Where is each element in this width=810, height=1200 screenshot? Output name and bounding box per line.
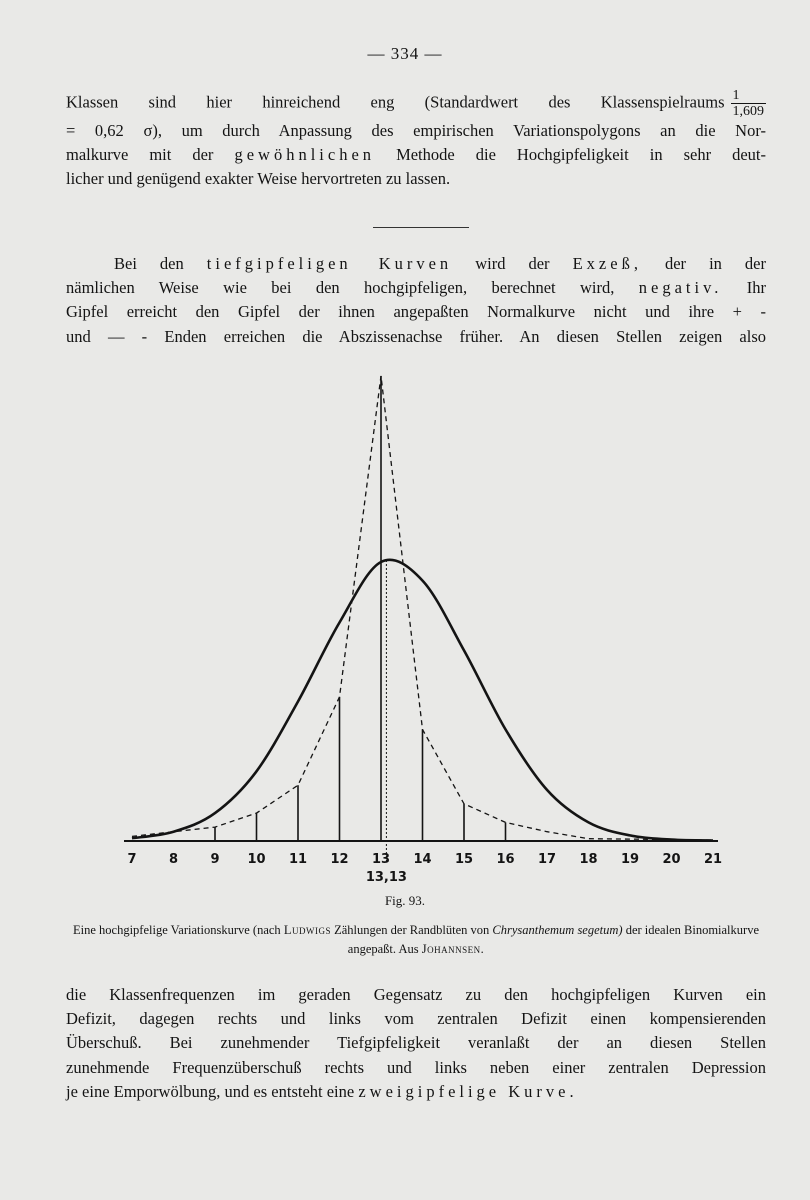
mean-value-label: 13,13 xyxy=(365,870,407,885)
para1-line-4: licher und genügend exakter Weise hervortreten zu lassen. xyxy=(66,169,451,189)
page-number: — 334 — xyxy=(367,44,443,63)
para3-line-1: die Klassenfrequenzen im geraden Gegensatz zu den hochgipfeligen Kurven ein xyxy=(66,985,766,1004)
para1-line-3: malkurve mit der gewöhnlichen Methode die Hochgipfeligkeit in sehr deut- xyxy=(66,145,767,165)
caption-source: Johannsen. xyxy=(421,942,485,956)
spaced-word-tiefgipfeligen: tiefgipfeligen Kurven xyxy=(206,254,453,273)
tick-label-10: 10 xyxy=(247,852,266,867)
spaced-word-negativ: negativ. xyxy=(638,278,723,298)
para3-line-5: je eine Emporwölbung, und es entsteht eine zweigipfelige Kurve. xyxy=(66,1081,578,1101)
tick-label-8: 8 xyxy=(168,852,179,867)
paragraph-1 xyxy=(66,88,766,192)
para3-line-2: Defizit, dagegen rechts und links vom zentralen Defizit einen kompensierenden xyxy=(66,1009,766,1029)
para2-line-2: nämlichen Weise wie bei den hochgipfeligen, berechnet wird, negativ. Ihr xyxy=(66,278,767,298)
caption-species: Chrysanthemum segetum) xyxy=(492,923,623,937)
x-tick-labels xyxy=(127,852,722,867)
tick-label-14: 14 xyxy=(413,852,432,867)
para3-line-4: zunehmende Frequenzüberschuß rechts und links neben einer zentralen Depression xyxy=(66,1057,766,1077)
variation-curve-figure xyxy=(0,360,810,890)
section-divider xyxy=(373,227,469,228)
para1-line-1: Klassen sind hier hinreichend eng (Standardwert des Klassenspielraums $\frac{1}{1,609}$ xyxy=(66,88,764,119)
para2-line-4: und — - Enden erreichen die Abszissenachse früher. An diesen Stellen zeigen also xyxy=(66,326,766,346)
tick-label-12: 12 xyxy=(330,852,349,867)
tick-label-18: 18 xyxy=(579,852,598,867)
spaced-word-exzess: Exzeß, xyxy=(572,254,642,273)
tick-label-15: 15 xyxy=(454,852,474,867)
paragraph-3 xyxy=(66,983,766,1104)
tick-label-19: 19 xyxy=(620,852,640,867)
para2-line-3: Gipfel erreicht den Gipfel der ihnen angepaßten Normalkurve nicht und ihre + - xyxy=(66,302,766,322)
para1-line-2: = 0,62 σ), um durch Anpassung des empirischen Variationspolygons an die Nor- xyxy=(66,121,766,140)
spaced-word-gewoehnlichen: gewöhnlichen xyxy=(234,145,376,165)
tick-label-20: 20 xyxy=(662,852,681,867)
tick-label-21: 21 xyxy=(703,852,723,867)
tick-label-11: 11 xyxy=(288,852,308,867)
tick-label-13: 13 xyxy=(371,852,391,867)
fraction: $\frac{1}{1,609}$ xyxy=(732,88,764,119)
tick-label-17: 17 xyxy=(537,852,557,867)
caption-author: Ludwigs xyxy=(283,923,331,937)
paragraph-2 xyxy=(66,252,766,349)
tick-label-9: 9 xyxy=(210,852,220,867)
tick-label-16: 16 xyxy=(496,852,515,867)
para2-line-1: Bei den tiefgipfeligen Kurven wird der Exzeß, der in der xyxy=(114,254,766,273)
figure-label: Fig. 93. xyxy=(384,893,426,908)
spaced-word-zweigipfelige: zweigipfelige Kurve. xyxy=(358,1081,578,1101)
class-frequency-lines xyxy=(215,376,506,841)
figure-caption: Eine hochgipfelige Variationskurve (nach Ludwigs Zählungen der Randblüten von Chrysanthemum segetum) der idealen Binomialkurve angepaßt. Aus Johannsen. xyxy=(73,923,759,956)
para3-line-3: Überschuß. Bei zunehmender Tiefgipfeligkeit veranlaßt der an diesen Stellen xyxy=(66,1033,766,1053)
tick-label-7: 7 xyxy=(127,852,137,867)
